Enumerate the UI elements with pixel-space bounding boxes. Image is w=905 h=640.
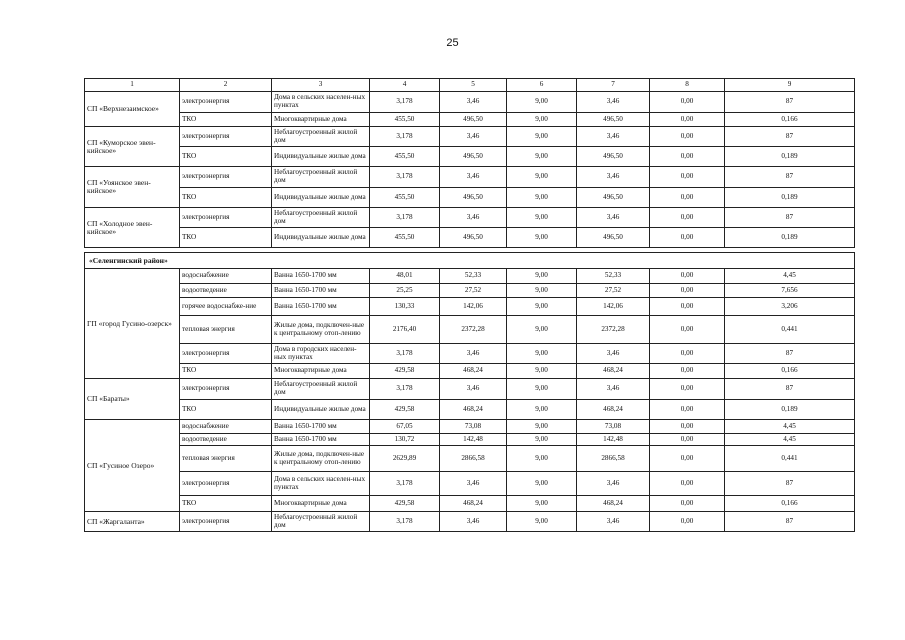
col7-cell: 142,06 bbox=[577, 298, 650, 316]
col6-cell: 9,00 bbox=[507, 167, 577, 188]
service-cell: водоснабжение bbox=[180, 269, 272, 284]
col7-cell: 2372,28 bbox=[577, 316, 650, 344]
col4-cell: 3,178 bbox=[370, 208, 440, 228]
col8-cell: 0,00 bbox=[650, 316, 725, 344]
category-cell: Дома в сельских населен-ных пунктах bbox=[272, 92, 370, 113]
category-cell: Ванна 1650-1700 мм bbox=[272, 434, 370, 446]
col5-cell: 27,52 bbox=[440, 284, 507, 298]
col4-cell: 429,58 bbox=[370, 400, 440, 420]
col8-cell: 0,00 bbox=[650, 147, 725, 167]
category-cell: Индивидуальные жилые дома bbox=[272, 188, 370, 208]
service-cell: тепловая энергия bbox=[180, 316, 272, 344]
col6-cell: 9,00 bbox=[507, 147, 577, 167]
col7-cell: 73,08 bbox=[577, 420, 650, 434]
col4-cell: 48,01 bbox=[370, 269, 440, 284]
table-row bbox=[85, 208, 855, 228]
service-cell: водоотведение bbox=[180, 284, 272, 298]
col5-cell: 3,46 bbox=[440, 92, 507, 113]
col9-cell: 4,45 bbox=[725, 420, 855, 434]
col9-cell: 0,166 bbox=[725, 113, 855, 127]
column-header: 9 bbox=[725, 79, 855, 92]
category-cell: Неблагоустроенный жилой дом bbox=[272, 167, 370, 188]
service-cell: электроэнергия bbox=[180, 167, 272, 188]
category-cell: Жилые дома, подключен-ные к центральному отоп-лению bbox=[272, 446, 370, 472]
category-cell: Индивидуальные жилые дома bbox=[272, 400, 370, 420]
col9-cell: 87 bbox=[725, 127, 855, 147]
col9-cell: 0,441 bbox=[725, 446, 855, 472]
table-row bbox=[85, 269, 855, 284]
col4-cell: 3,178 bbox=[370, 92, 440, 113]
col4-cell: 455,50 bbox=[370, 147, 440, 167]
col7-cell: 3,46 bbox=[577, 472, 650, 496]
category-cell: Ванна 1650-1700 мм bbox=[272, 298, 370, 316]
col8-cell: 0,00 bbox=[650, 434, 725, 446]
col9-cell: 87 bbox=[725, 344, 855, 364]
col6-cell: 9,00 bbox=[507, 400, 577, 420]
col8-cell: 0,00 bbox=[650, 512, 725, 532]
service-cell: ТКО bbox=[180, 228, 272, 248]
col9-cell: 7,656 bbox=[725, 284, 855, 298]
category-cell: Неблагоустроенный жилой дом bbox=[272, 208, 370, 228]
col5-cell: 3,46 bbox=[440, 344, 507, 364]
col8-cell: 0,00 bbox=[650, 496, 725, 512]
col7-cell: 3,46 bbox=[577, 167, 650, 188]
col7-cell: 468,24 bbox=[577, 400, 650, 420]
col6-cell: 9,00 bbox=[507, 316, 577, 344]
table-row bbox=[85, 316, 855, 344]
col4-cell: 3,178 bbox=[370, 344, 440, 364]
table-row bbox=[85, 167, 855, 188]
col4-cell: 429,58 bbox=[370, 364, 440, 379]
col9-cell: 0,166 bbox=[725, 496, 855, 512]
category-cell: Неблагоустроенный жилой дом bbox=[272, 127, 370, 147]
settlement-name: СП «Бараты» bbox=[85, 379, 180, 420]
col7-cell: 3,46 bbox=[577, 379, 650, 400]
service-cell: электроэнергия bbox=[180, 512, 272, 532]
col8-cell: 0,00 bbox=[650, 167, 725, 188]
col8-cell: 0,00 bbox=[650, 92, 725, 113]
col9-cell: 0,189 bbox=[725, 147, 855, 167]
col8-cell: 0,00 bbox=[650, 420, 725, 434]
col9-cell: 0,441 bbox=[725, 316, 855, 344]
settlement-name: СП «Холодное эвен-кийское» bbox=[85, 208, 180, 248]
col5-cell: 142,48 bbox=[440, 434, 507, 446]
col8-cell: 0,00 bbox=[650, 298, 725, 316]
service-cell: электроэнергия bbox=[180, 379, 272, 400]
table-row bbox=[85, 496, 855, 512]
service-cell: ТКО bbox=[180, 400, 272, 420]
table-row bbox=[85, 228, 855, 248]
col7-cell: 3,46 bbox=[577, 344, 650, 364]
category-cell: Ванна 1650-1700 мм bbox=[272, 420, 370, 434]
col5-cell: 468,24 bbox=[440, 496, 507, 512]
col9-cell: 0,166 bbox=[725, 364, 855, 379]
settlement-name: СП «Жаргаланта» bbox=[85, 512, 180, 532]
service-cell: ТКО bbox=[180, 496, 272, 512]
column-header: 5 bbox=[440, 79, 507, 92]
table-row bbox=[85, 379, 855, 400]
category-cell: Многоквартирные дома bbox=[272, 364, 370, 379]
col9-cell: 4,45 bbox=[725, 269, 855, 284]
col8-cell: 0,00 bbox=[650, 364, 725, 379]
column-header: 1 bbox=[85, 79, 180, 92]
service-cell: ТКО bbox=[180, 113, 272, 127]
col6-cell: 9,00 bbox=[507, 379, 577, 400]
col4-cell: 3,178 bbox=[370, 472, 440, 496]
col9-cell: 0,189 bbox=[725, 400, 855, 420]
table-row bbox=[85, 472, 855, 496]
column-header: 4 bbox=[370, 79, 440, 92]
col6-cell: 9,00 bbox=[507, 269, 577, 284]
col8-cell: 0,00 bbox=[650, 446, 725, 472]
category-cell: Жилые дома, подключен-ные к центральному отоп-лению bbox=[272, 316, 370, 344]
service-cell: электроэнергия bbox=[180, 208, 272, 228]
col7-cell: 496,50 bbox=[577, 113, 650, 127]
col4-cell: 455,50 bbox=[370, 188, 440, 208]
col8-cell: 0,00 bbox=[650, 269, 725, 284]
col6-cell: 9,00 bbox=[507, 420, 577, 434]
col6-cell: 9,00 bbox=[507, 188, 577, 208]
col8-cell: 0,00 bbox=[650, 113, 725, 127]
column-header: 7 bbox=[577, 79, 650, 92]
col9-cell: 87 bbox=[725, 167, 855, 188]
col4-cell: 3,178 bbox=[370, 512, 440, 532]
col9-cell: 87 bbox=[725, 92, 855, 113]
col5-cell: 3,46 bbox=[440, 512, 507, 532]
category-cell: Ванна 1650-1700 мм bbox=[272, 284, 370, 298]
col7-cell: 3,46 bbox=[577, 127, 650, 147]
col5-cell: 2866,58 bbox=[440, 446, 507, 472]
col4-cell: 130,33 bbox=[370, 298, 440, 316]
col6-cell: 9,00 bbox=[507, 472, 577, 496]
col7-cell: 3,46 bbox=[577, 208, 650, 228]
col7-cell: 496,50 bbox=[577, 188, 650, 208]
col7-cell: 496,50 bbox=[577, 228, 650, 248]
col6-cell: 9,00 bbox=[507, 496, 577, 512]
col9-cell: 3,206 bbox=[725, 298, 855, 316]
col4-cell: 3,178 bbox=[370, 167, 440, 188]
col5-cell: 142,06 bbox=[440, 298, 507, 316]
col8-cell: 0,00 bbox=[650, 127, 725, 147]
col4-cell: 3,178 bbox=[370, 127, 440, 147]
category-cell: Неблагоустроенный жилой дом bbox=[272, 379, 370, 400]
service-cell: тепловая энергия bbox=[180, 446, 272, 472]
category-cell: Дома в сельских населен-ных пунктах bbox=[272, 472, 370, 496]
col4-cell: 2629,89 bbox=[370, 446, 440, 472]
table-row bbox=[85, 344, 855, 364]
col8-cell: 0,00 bbox=[650, 400, 725, 420]
category-cell: Индивидуальные жилые дома bbox=[272, 147, 370, 167]
col6-cell: 9,00 bbox=[507, 113, 577, 127]
col5-cell: 468,24 bbox=[440, 364, 507, 379]
column-header: 8 bbox=[650, 79, 725, 92]
col6-cell: 9,00 bbox=[507, 284, 577, 298]
column-header: 6 bbox=[507, 79, 577, 92]
col5-cell: 496,50 bbox=[440, 147, 507, 167]
col8-cell: 0,00 bbox=[650, 208, 725, 228]
col6-cell: 9,00 bbox=[507, 364, 577, 379]
col8-cell: 0,00 bbox=[650, 344, 725, 364]
col8-cell: 0,00 bbox=[650, 188, 725, 208]
col5-cell: 496,50 bbox=[440, 188, 507, 208]
category-cell: Многоквартирные дома bbox=[272, 113, 370, 127]
col5-cell: 73,08 bbox=[440, 420, 507, 434]
column-header: 2 bbox=[180, 79, 272, 92]
col4-cell: 130,72 bbox=[370, 434, 440, 446]
page-number: 25 bbox=[446, 37, 459, 49]
column-header: 3 bbox=[272, 79, 370, 92]
col5-cell: 3,46 bbox=[440, 379, 507, 400]
col6-cell: 9,00 bbox=[507, 512, 577, 532]
service-cell: водоотведение bbox=[180, 434, 272, 446]
col5-cell: 2372,28 bbox=[440, 316, 507, 344]
col4-cell: 67,05 bbox=[370, 420, 440, 434]
table-row bbox=[85, 512, 855, 532]
service-cell: электроэнергия bbox=[180, 92, 272, 113]
category-cell: Многоквартирные дома bbox=[272, 496, 370, 512]
col8-cell: 0,00 bbox=[650, 379, 725, 400]
col4-cell: 429,58 bbox=[370, 496, 440, 512]
table-row bbox=[85, 400, 855, 420]
col5-cell: 3,46 bbox=[440, 208, 507, 228]
col7-cell: 3,46 bbox=[577, 512, 650, 532]
category-cell: Неблагоустроенный жилой дом bbox=[272, 512, 370, 532]
table-row bbox=[85, 446, 855, 472]
settlement-name: СП «Гусиное Озеро» bbox=[85, 420, 180, 512]
col7-cell: 496,50 bbox=[577, 147, 650, 167]
settlement-name: СП «Куморское эвен-кийское» bbox=[85, 127, 180, 167]
col9-cell: 87 bbox=[725, 472, 855, 496]
col9-cell: 0,189 bbox=[725, 188, 855, 208]
settlement-name: ГП «город Гусино-озерск» bbox=[85, 269, 180, 379]
service-cell: электроэнергия bbox=[180, 344, 272, 364]
col7-cell: 3,46 bbox=[577, 92, 650, 113]
col4-cell: 455,50 bbox=[370, 228, 440, 248]
col8-cell: 0,00 bbox=[650, 284, 725, 298]
category-cell: Дома в городских населен-ных пунктах bbox=[272, 344, 370, 364]
table-row bbox=[85, 434, 855, 446]
col4-cell: 455,50 bbox=[370, 113, 440, 127]
col9-cell: 0,189 bbox=[725, 228, 855, 248]
col4-cell: 25,25 bbox=[370, 284, 440, 298]
table-row bbox=[85, 284, 855, 298]
service-cell: электроэнергия bbox=[180, 127, 272, 147]
service-cell: водоснабжение bbox=[180, 420, 272, 434]
col9-cell: 4,45 bbox=[725, 434, 855, 446]
service-cell: ТКО bbox=[180, 147, 272, 167]
col5-cell: 3,46 bbox=[440, 167, 507, 188]
col5-cell: 496,50 bbox=[440, 228, 507, 248]
col6-cell: 9,00 bbox=[507, 298, 577, 316]
table-row bbox=[85, 420, 855, 434]
col9-cell: 87 bbox=[725, 512, 855, 532]
col5-cell: 496,50 bbox=[440, 113, 507, 127]
col7-cell: 142,48 bbox=[577, 434, 650, 446]
table-row bbox=[85, 298, 855, 316]
col7-cell: 52,33 bbox=[577, 269, 650, 284]
table-row bbox=[85, 92, 855, 113]
col7-cell: 468,24 bbox=[577, 496, 650, 512]
col4-cell: 2176,40 bbox=[370, 316, 440, 344]
settlement-name: СП «Верхнезаимское» bbox=[85, 92, 180, 127]
col8-cell: 0,00 bbox=[650, 228, 725, 248]
service-cell: ТКО bbox=[180, 188, 272, 208]
col6-cell: 9,00 bbox=[507, 92, 577, 113]
section-title: «Селенгинский район» bbox=[85, 253, 855, 269]
service-cell: горячее водоснабже-ние bbox=[180, 298, 272, 316]
col6-cell: 9,00 bbox=[507, 446, 577, 472]
settlement-name: СП «Уоянское эвен-кийское» bbox=[85, 167, 180, 208]
col4-cell: 3,178 bbox=[370, 379, 440, 400]
table-row bbox=[85, 188, 855, 208]
category-cell: Индивидуальные жилые дома bbox=[272, 228, 370, 248]
col9-cell: 87 bbox=[725, 208, 855, 228]
col6-cell: 9,00 bbox=[507, 434, 577, 446]
col7-cell: 2866,58 bbox=[577, 446, 650, 472]
header-row bbox=[85, 79, 855, 92]
col7-cell: 468,24 bbox=[577, 364, 650, 379]
section-row bbox=[85, 253, 855, 269]
col6-cell: 9,00 bbox=[507, 127, 577, 147]
col6-cell: 9,00 bbox=[507, 228, 577, 248]
col5-cell: 3,46 bbox=[440, 127, 507, 147]
table-row bbox=[85, 127, 855, 147]
tariff-table bbox=[84, 78, 855, 532]
col5-cell: 3,46 bbox=[440, 472, 507, 496]
col9-cell: 87 bbox=[725, 379, 855, 400]
col5-cell: 52,33 bbox=[440, 269, 507, 284]
col7-cell: 27,52 bbox=[577, 284, 650, 298]
category-cell: Ванна 1650-1700 мм bbox=[272, 269, 370, 284]
col6-cell: 9,00 bbox=[507, 208, 577, 228]
table-row bbox=[85, 364, 855, 379]
col6-cell: 9,00 bbox=[507, 344, 577, 364]
col5-cell: 468,24 bbox=[440, 400, 507, 420]
service-cell: электроэнергия bbox=[180, 472, 272, 496]
table-row bbox=[85, 147, 855, 167]
service-cell: ТКО bbox=[180, 364, 272, 379]
table-row bbox=[85, 113, 855, 127]
col8-cell: 0,00 bbox=[650, 472, 725, 496]
